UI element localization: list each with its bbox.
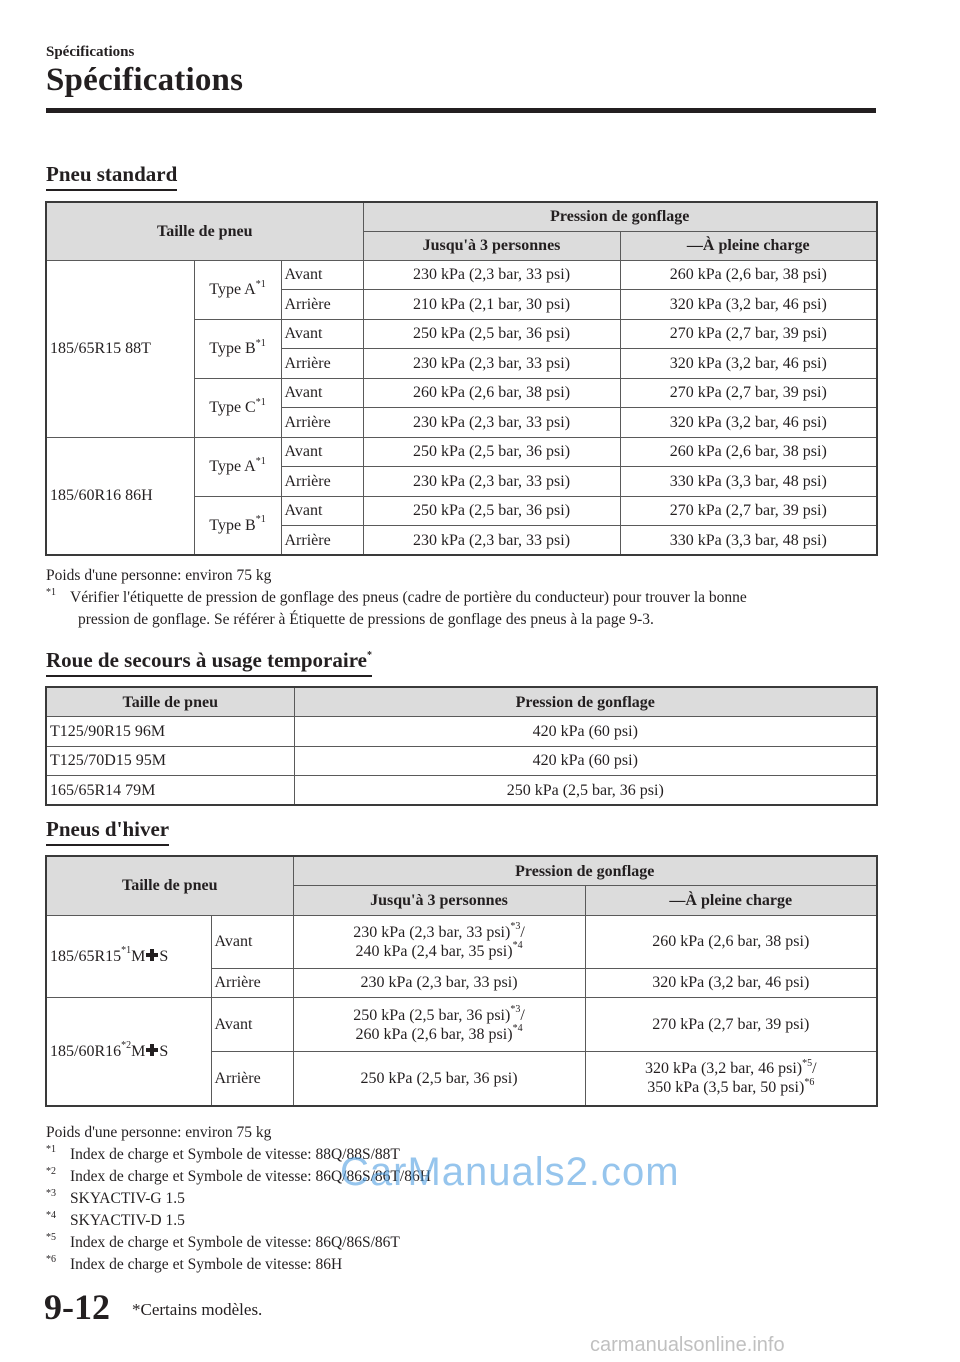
- position: Avant: [281, 496, 363, 526]
- tire-size: T125/90R15 96M: [46, 717, 294, 747]
- pressure-3: 250 kPa (2,5 bar, 36 psi)$^{*3}$/ 260 kPa (2,6 bar, 38 psi)$^{*4}$: [293, 998, 585, 1052]
- footnote-1: $^{*1}$ Vérifier l'étiquette de pression de gonflage des pneus (cadre de portière du conducteur) pour trouver la bonne: [46, 586, 747, 606]
- title-rule: [46, 108, 876, 113]
- table-row: [46, 746, 877, 776]
- pressure-full: 270 kPa (2,7 bar, 39 psi): [620, 496, 877, 526]
- header-tire-size: Taille de pneu: [46, 856, 293, 915]
- section-heading-winter: Pneus d'hiver: [46, 817, 169, 846]
- header-up-to-3: Jusqu'à 3 personnes: [363, 231, 620, 260]
- position: Avant: [281, 260, 363, 290]
- breadcrumb: Spécifications: [46, 44, 135, 60]
- pressure-full: 260 kPa (2,6 bar, 38 psi): [620, 437, 877, 467]
- header-up-to-3: Jusqu'à 3 personnes: [293, 886, 585, 916]
- table-row: [46, 915, 877, 968]
- pressure-full: 330 kPa (3,3 bar, 48 psi): [620, 467, 877, 497]
- page-number: 9-12: [44, 1287, 110, 1327]
- header-full-load: —À pleine charge: [585, 886, 877, 916]
- position: Arrière: [211, 1052, 293, 1106]
- pressure-full: 270 kPa (2,7 bar, 39 psi): [620, 378, 877, 408]
- pressure-full: 320 kPa (3,2 bar, 46 psi): [585, 968, 877, 998]
- position: Arrière: [281, 467, 363, 497]
- pressure-full: 260 kPa (2,6 bar, 38 psi): [585, 915, 877, 968]
- pressure-3: 230 kPa (2,3 bar, 33 psi)$^{*3}$/ 240 kPa (2,4 bar, 35 psi)$^{*4}$: [293, 915, 585, 968]
- footnote-6: $^{*6}$ Index de charge et Symbole de vitesse: 86H: [46, 1253, 343, 1273]
- pressure-3: 250 kPa (2,5 bar, 36 psi): [293, 1052, 585, 1106]
- spare-tire-table: [45, 686, 878, 806]
- table-row: [46, 437, 877, 467]
- position: Arrière: [281, 349, 363, 379]
- pressure-full: 320 kPa (3,2 bar, 46 psi): [620, 349, 877, 379]
- standard-tire-table: [45, 201, 878, 556]
- winter-tire-table: [45, 855, 878, 1107]
- pressure-full: 320 kPa (3,2 bar, 46 psi)$^{*5}$/ 350 kPa (3,5 bar, 50 psi)$^{*6}$: [585, 1052, 877, 1106]
- pressure-3: 230 kPa (2,3 bar, 33 psi): [363, 349, 620, 379]
- tire-type: Type $C^{*1}$: [194, 378, 281, 437]
- footnote-1: $^{*1}$ Index de charge et Symbole de vitesse: 88Q/88S/88T: [46, 1143, 400, 1163]
- pressure-full: 320 kPa (3,2 bar, 46 psi): [620, 290, 877, 320]
- pressure-3: 230 kPa (2,3 bar, 33 psi): [363, 408, 620, 438]
- pressure-full: 270 kPa (2,7 bar, 39 psi): [585, 998, 877, 1052]
- tire-size: 185/60R16$^{*2}$M S: [46, 998, 211, 1106]
- page-title: Spécifications: [46, 62, 244, 98]
- tire-size: 185/65R15 88T: [46, 260, 194, 437]
- header-pressure: Pression de gonflage: [363, 202, 877, 231]
- pressure-full: 270 kPa (2,7 bar, 39 psi): [620, 319, 877, 349]
- tire-type: Type $B^{*1}$: [194, 496, 281, 555]
- header-tire-size: Taille de pneu: [46, 687, 294, 717]
- pressure-3: 250 kPa (2,5 bar, 36 psi): [363, 319, 620, 349]
- tire-type: Type $A^{*1}$: [194, 260, 281, 319]
- position: Avant: [211, 915, 293, 968]
- pressure-3: 250 kPa (2,5 bar, 36 psi): [363, 496, 620, 526]
- pressure-3: 230 kPa (2,3 bar, 33 psi): [293, 968, 585, 998]
- footnote-3: $^{*3}$ SKYACTIV-G 1.5: [46, 1187, 185, 1207]
- position: Avant: [211, 998, 293, 1052]
- pressure-3: 230 kPa (2,3 bar, 33 psi): [363, 260, 620, 290]
- pressure-3: 230 kPa (2,3 bar, 33 psi): [363, 526, 620, 556]
- tire-type: Type $A^{*1}$: [194, 437, 281, 496]
- position: Arrière: [281, 408, 363, 438]
- note-weight: Poids d'une personne: environ 75 kg: [46, 567, 272, 584]
- section-heading-standard: Pneu standard: [46, 162, 177, 191]
- tire-size: T125/70D15 95M: [46, 746, 294, 776]
- pressure-full: 330 kPa (3,3 bar, 48 psi): [620, 526, 877, 556]
- table-row: [46, 717, 877, 747]
- footnote-2: $^{*2}$ Index de charge et Symbole de vitesse: 86Q/86S/86T/86H: [46, 1165, 431, 1185]
- watermark-site: carmanualsonline.info: [590, 1334, 785, 1356]
- footnote-5: $^{*5}$ Index de charge et Symbole de vitesse: 86Q/86S/86T: [46, 1231, 400, 1251]
- tire-size: 165/65R14 79M: [46, 776, 294, 806]
- footnote-4: $^{*4}$ SKYACTIV-D 1.5: [46, 1209, 185, 1229]
- cross-icon: [146, 949, 158, 961]
- tire-size: 185/65R15$^{*1}$M S: [46, 915, 211, 998]
- position: Arrière: [281, 290, 363, 320]
- footnote-1-cont: pression de gonflage. Se référer à Étiquette de pressions de gonflage des pneus à la page 9-3.: [78, 611, 654, 628]
- pressure-full: 260 kPa (2,6 bar, 38 psi): [620, 260, 877, 290]
- position: Avant: [281, 378, 363, 408]
- pressure-full: 320 kPa (3,2 bar, 46 psi): [620, 408, 877, 438]
- note-weight: Poids d'une personne: environ 75 kg: [46, 1124, 272, 1141]
- position: Avant: [281, 437, 363, 467]
- position: Arrière: [211, 968, 293, 998]
- pressure-3: 250 kPa (2,5 bar, 36 psi): [363, 437, 620, 467]
- header-pressure: Pression de gonflage: [294, 687, 877, 717]
- pressure-3: 230 kPa (2,3 bar, 33 psi): [363, 467, 620, 497]
- cross-icon: [146, 1044, 158, 1056]
- section-heading-spare: Roue de secours à usage temporaire*: [46, 648, 372, 677]
- table-row: [46, 260, 877, 290]
- position: Arrière: [281, 526, 363, 556]
- pressure: 420 kPa (60 psi): [294, 746, 877, 776]
- table-row: [46, 776, 877, 806]
- header-tire-size: Taille de pneu: [46, 202, 363, 260]
- tire-type: Type $B^{*1}$: [194, 319, 281, 378]
- pressure-3: 260 kPa (2,6 bar, 38 psi): [363, 378, 620, 408]
- watermark-brand: CarManuals2.com: [340, 1150, 680, 1194]
- pressure: 420 kPa (60 psi): [294, 717, 877, 747]
- pressure: 250 kPa (2,5 bar, 36 psi): [294, 776, 877, 806]
- header-pressure: Pression de gonflage: [293, 856, 877, 886]
- header-full-load: —À pleine charge: [620, 231, 877, 260]
- table-row: [46, 998, 877, 1052]
- pressure-3: 210 kPa (2,1 bar, 30 psi): [363, 290, 620, 320]
- tire-size: 185/60R16 86H: [46, 437, 194, 555]
- certain-models-note: *Certains modèles.: [132, 1300, 263, 1319]
- position: Avant: [281, 319, 363, 349]
